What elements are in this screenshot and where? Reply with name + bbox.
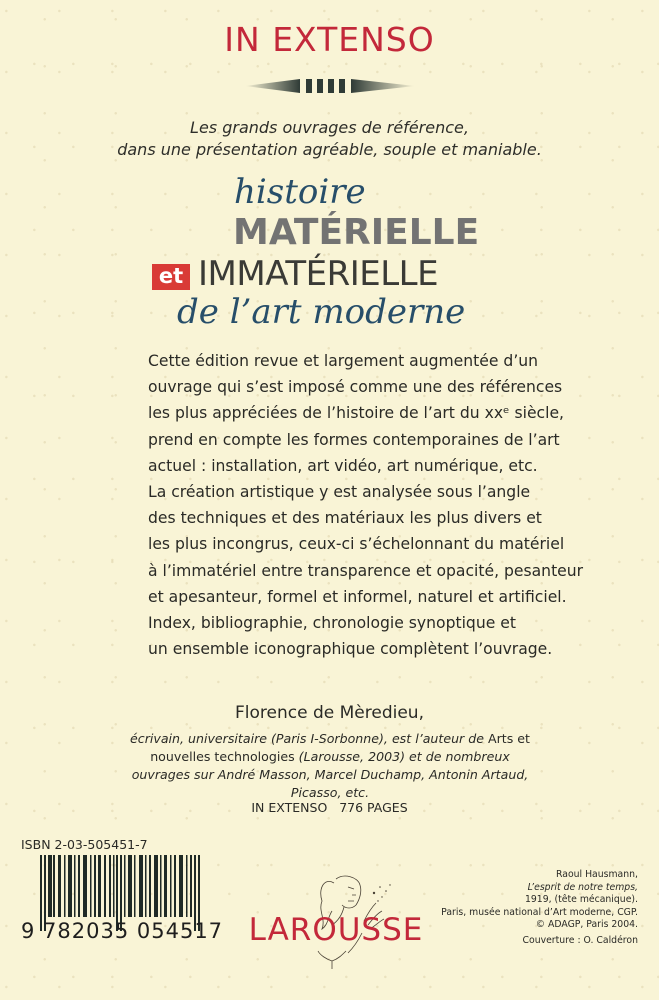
series-tagline: [0, 117, 659, 161]
description-line: un ensemble iconographique complètent l’ouvrage.: [148, 640, 553, 659]
isbn-label: ISBN 2-03-505451-7: [21, 837, 148, 852]
credit-work-title: L’esprit de notre temps,: [527, 881, 638, 893]
author-name: Florence de Mèredieu,: [235, 703, 424, 723]
description-line: les plus appréciées de l’histoire de l’art du xxᵉ siècle,: [148, 404, 565, 423]
cover-credits: [441, 869, 638, 948]
series-title: IN EXTENSO: [224, 20, 435, 59]
description-line: et apesanteur, formel et informel, naturel et artificiel.: [148, 587, 567, 606]
tagline-line: Les grands ouvrages de référence,: [190, 118, 469, 137]
author-bio-text: écrivain, universitaire (Paris I-Sorbonne), est l’auteur de: [130, 731, 488, 746]
book-title-histoire: histoire: [234, 172, 366, 212]
book-title-art-moderne: de l’art moderne: [177, 292, 466, 332]
publisher-logo-text: LAROUSSE: [248, 912, 424, 948]
description-line: Cette édition revue et largement augmentée d’un: [148, 352, 539, 370]
description-line: des techniques et des matériaux les plus divers et: [148, 509, 542, 528]
description-line: ouvrage qui s’est imposé comme une des références: [148, 378, 563, 397]
description-line: prend en compte les formes contemporaines de l’art: [148, 430, 560, 449]
series-ornament-icon: [245, 76, 415, 96]
book-description: [148, 348, 584, 662]
description-line: les plus incongrus, ceux-ci s’échelonnant du matériel: [148, 535, 565, 554]
credit-cover-designer: Couverture : O. Caldéron: [522, 934, 638, 946]
book-title-et-badge: et: [152, 264, 190, 290]
description-line: Index, bibliographie, chronologie synoptique et: [148, 613, 516, 632]
author-bio-book-title: Arts et nouvelles technologies: [150, 731, 530, 764]
credit-artist: Raoul Hausmann,: [556, 869, 638, 880]
author-bio-text: (Larousse, 2003) et de nombreux ouvrages sur André Masson, Marcel Duchamp, Antonin Artaud, Picasso, etc.: [131, 749, 529, 800]
credit-work-details: 1919, (tête mécanique).: [524, 894, 638, 906]
description-line: La création artistique y est analysée sous l’angle: [148, 482, 531, 501]
description-line: actuel : installation, art vidéo, art numérique, etc.: [148, 456, 538, 475]
credit-location: Paris, musée national d’Art moderne, CGP.: [441, 906, 638, 918]
barcode-digits: 9 782035 054517: [21, 919, 224, 943]
credit-copyright: © ADAGP, Paris 2004.: [535, 919, 638, 931]
author-bio: [130, 730, 530, 802]
book-title-immaterielle: IMMATÉRIELLE: [198, 254, 439, 294]
book-title-materielle: MATÉRIELLE: [233, 212, 480, 253]
series-page-count: IN EXTENSO 776 PAGES: [251, 800, 408, 815]
description-line: à l’immatériel entre transparence et opacité, pesanteur: [148, 561, 584, 580]
tagline-line: dans une présentation agréable, souple et maniable.: [117, 140, 542, 159]
